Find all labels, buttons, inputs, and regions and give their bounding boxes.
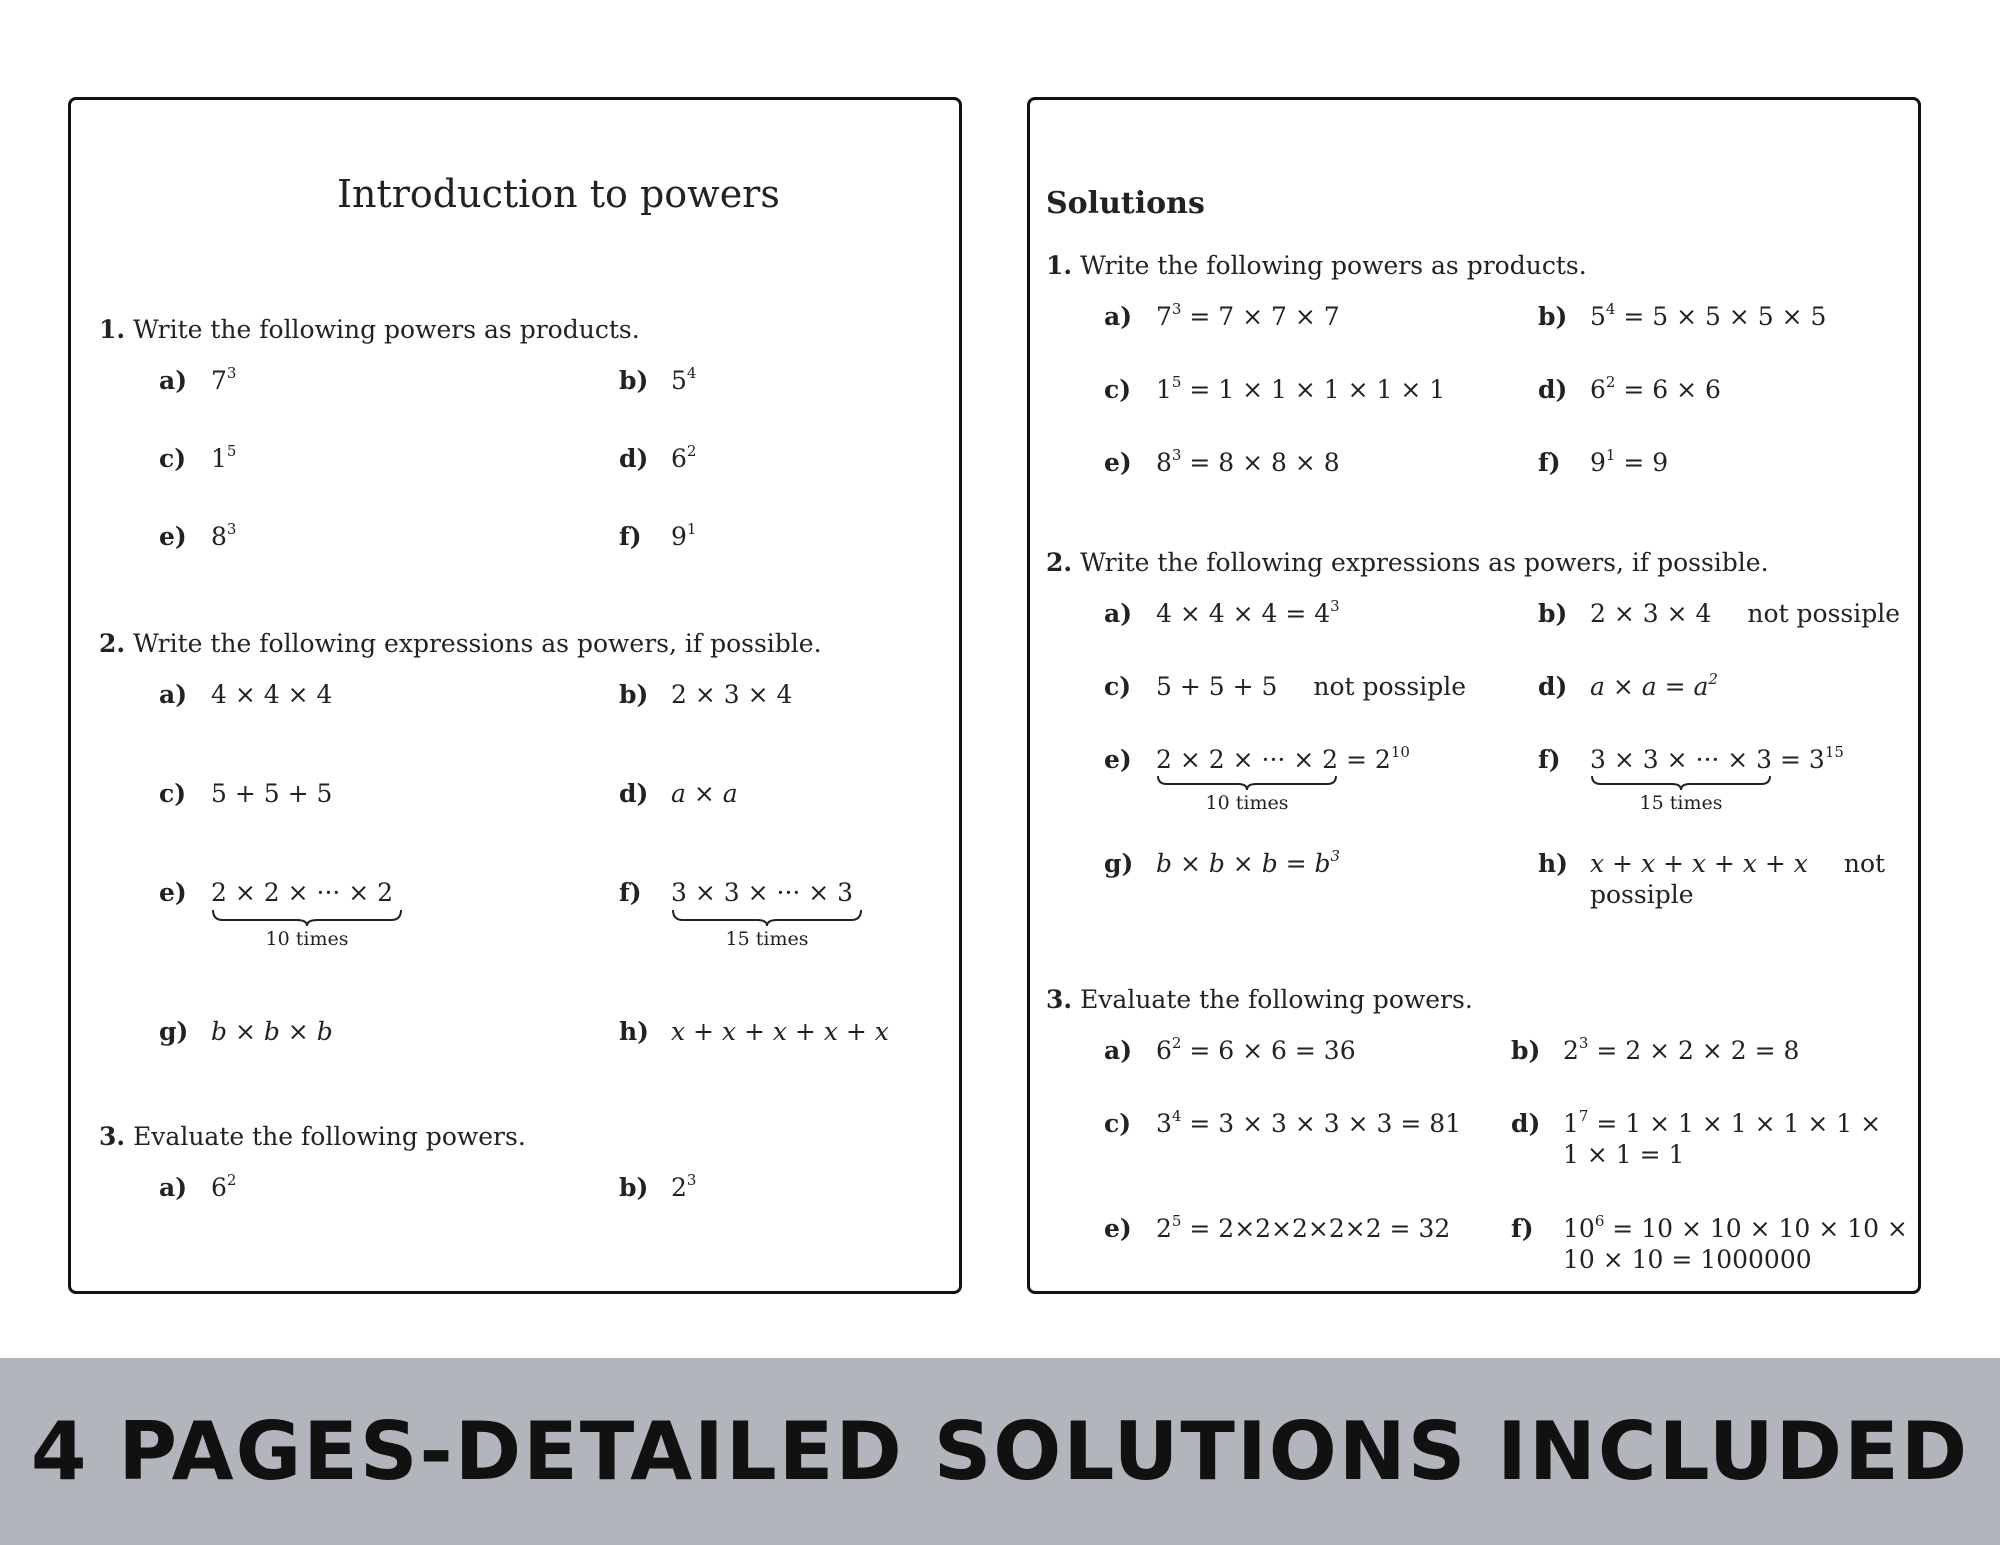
item-expression: $8^3$	[211, 520, 237, 551]
item-label: f)	[1538, 745, 1561, 774]
question-number: 3.	[99, 1122, 126, 1151]
item-expression: 5 + 5 + 5	[211, 779, 333, 808]
item-label: a)	[159, 680, 188, 709]
brace-note: 10 times	[265, 928, 349, 950]
item-answer: $1^5 = 1 \times 1 \times 1 \times 1 \times 1$	[1156, 373, 1446, 404]
item-answer: $1^7 = 1 \times 1 \times 1 \times 1 \times 1$ ×	[1563, 1107, 1882, 1138]
item-label: c)	[159, 444, 187, 473]
item-label: a)	[1104, 302, 1133, 331]
item-expression: $2^3$	[671, 1171, 697, 1202]
item-answer-continued: possiple	[1590, 880, 1694, 909]
item-label: f)	[619, 878, 642, 907]
item-answer: $a \times a = a^2$	[1590, 670, 1718, 701]
item-answer: 5 + 5 + 5 not possiple	[1156, 672, 1467, 701]
item-label: f)	[1511, 1214, 1534, 1243]
item-answer: $4 \times 4 \times 4 = 4^3$	[1156, 597, 1340, 628]
item-expression: x + x + x + x + x	[671, 1017, 889, 1046]
item-label: e)	[159, 522, 187, 551]
item-label: g)	[1104, 849, 1134, 878]
worksheet-page	[68, 97, 962, 1294]
item-expression: a × a	[671, 779, 738, 808]
item-expression: 2 × 2 × ··· × 2	[211, 878, 394, 907]
solutions-title: Solutions	[1046, 186, 1205, 221]
item-answer: $b \times b \times b = b^3$	[1156, 847, 1341, 878]
item-expression: b × b × b	[211, 1017, 333, 1046]
question-text: Evaluate the following powers.	[133, 1122, 526, 1151]
underbrace	[211, 908, 403, 926]
item-answer-continued: 10 × 10 = 1000000	[1563, 1245, 1812, 1274]
question-3	[99, 1124, 526, 1149]
item-answer: $8^3 = 8 \times 8 \times 8$	[1156, 446, 1340, 477]
item-answer: 2 × 3 × 4 not possiple	[1590, 599, 1901, 628]
item-label: a)	[159, 1173, 188, 1202]
item-label: d)	[1538, 672, 1568, 701]
item-answer: $2^5 = 2\times 2\times 2\times 2\times 2 = 32$	[1156, 1212, 1451, 1243]
item-label: e)	[1104, 745, 1132, 774]
question-2	[99, 631, 822, 656]
item-label: b)	[1511, 1036, 1541, 1065]
question-1: 1. Write the following powers as products.	[1046, 251, 1587, 280]
item-label: b)	[1538, 302, 1568, 331]
question-number: 1.	[99, 315, 126, 344]
item-label: c)	[1104, 1109, 1132, 1138]
item-expression: 2 × 3 × 4	[671, 680, 793, 709]
item-label: c)	[1104, 672, 1132, 701]
solutions-page	[1027, 97, 1921, 1294]
item-label: h)	[619, 1017, 650, 1046]
item-label: d)	[619, 779, 649, 808]
item-label: e)	[1104, 1214, 1132, 1243]
banner-text: 4 PAGES-DETAILED SOLUTIONS INCLUDED	[30, 1405, 1970, 1498]
item-label: c)	[1104, 375, 1132, 404]
item-label: d)	[619, 444, 649, 473]
brace-note: 15 times	[725, 928, 809, 950]
promo-banner	[0, 1358, 2000, 1545]
underbrace	[1590, 774, 1772, 790]
item-answer: $7^3 = 7 \times 7 \times 7$	[1156, 300, 1340, 331]
item-expression: $6^2$	[671, 442, 697, 473]
item-label: b)	[619, 1173, 649, 1202]
item-label: c)	[159, 779, 187, 808]
item-answer: $9^1 = 9$	[1590, 446, 1669, 477]
item-expression: $7^3$	[211, 364, 237, 395]
item-label: d)	[1511, 1109, 1541, 1138]
item-label: f)	[619, 522, 642, 551]
item-label: b)	[1538, 599, 1568, 628]
item-label: b)	[619, 680, 649, 709]
item-answer: $6^2 = 6 \times 6 = 36$	[1156, 1034, 1356, 1065]
item-answer: 3 × 3 × ··· × $3 = 3^{15}$	[1590, 743, 1844, 774]
underbrace	[1156, 774, 1338, 790]
question-text: Write the following expressions as powers, if possible.	[133, 629, 822, 658]
item-answer: x + x + x + x + x not	[1590, 849, 1886, 878]
item-answer: $10^6 = 10 \times 10 \times 10 \times 10$ ×	[1563, 1212, 1908, 1243]
question-2: 2. Write the following expressions as powers, if possible.	[1046, 548, 1769, 577]
item-label: g)	[159, 1017, 189, 1046]
question-number: 2.	[99, 629, 126, 658]
item-answer: $2^3 = 2 \times 2 \times 2 = 8$	[1563, 1034, 1800, 1065]
item-answer: $3^4 = 3 \times 3 \times 3 \times 3 = 81$	[1156, 1107, 1462, 1138]
question-1	[99, 317, 640, 342]
item-label: b)	[619, 366, 649, 395]
question-3: 3. Evaluate the following powers.	[1046, 985, 1473, 1014]
item-expression: $5^4$	[671, 364, 697, 395]
item-label: a)	[1104, 1036, 1133, 1065]
worksheet-title: Introduction to powers	[337, 172, 780, 216]
item-label: h)	[1538, 849, 1569, 878]
item-label: f)	[1538, 448, 1561, 477]
brace-note: 15 times	[1639, 792, 1723, 814]
item-label: a)	[1104, 599, 1133, 628]
item-label: e)	[159, 878, 187, 907]
item-expression: $6^2$	[211, 1171, 237, 1202]
item-expression: $1^5$	[211, 442, 237, 473]
question-text: Write the following powers as products.	[133, 315, 640, 344]
item-expression: $9^1$	[671, 520, 697, 551]
item-answer: $5^4 = 5 \times 5 \times 5 \times 5$	[1590, 300, 1827, 331]
item-label: d)	[1538, 375, 1568, 404]
item-answer: 2 × 2 × ··· × $2 = 2^{10}$	[1156, 743, 1410, 774]
item-answer-continued: 1 × 1 = 1	[1563, 1140, 1685, 1169]
brace-note: 10 times	[1205, 792, 1289, 814]
item-expression: 4 × 4 × 4	[211, 680, 333, 709]
item-label: a)	[159, 366, 188, 395]
item-label: e)	[1104, 448, 1132, 477]
item-answer: $6^2 = 6 \times 6$	[1590, 373, 1721, 404]
underbrace	[671, 908, 863, 926]
item-expression: 3 × 3 × ··· × 3	[671, 878, 854, 907]
